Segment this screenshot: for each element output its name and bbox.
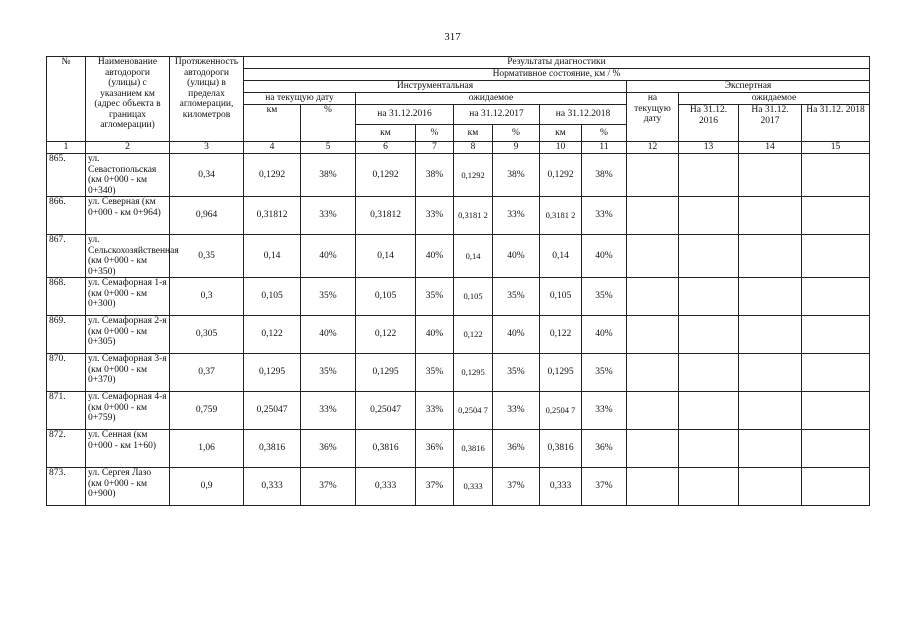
km-2017: 0,2504 7 xyxy=(454,392,493,430)
expert-empty-cell xyxy=(627,430,679,468)
column-number-1: 1 xyxy=(47,142,86,154)
pct-2016: 40% xyxy=(416,235,454,278)
expert-empty-cell xyxy=(802,392,870,430)
header-length: Протяженность автодороги (улицы) в пределах агломерации, километров xyxy=(170,57,244,142)
expert-empty-cell xyxy=(802,197,870,235)
expert-empty-cell xyxy=(627,468,679,506)
expert-empty-cell xyxy=(802,430,870,468)
road-length: 0,37 xyxy=(170,354,244,392)
expert-empty-cell xyxy=(627,354,679,392)
page-number: 317 xyxy=(444,31,461,43)
road-name: ул. Семафорная 2-я (км 0+000 - км 0+305) xyxy=(86,316,170,354)
header-instrumental: Инструментальная xyxy=(244,81,627,93)
km-2016: 0,1292 xyxy=(356,154,416,197)
row-number: 865. xyxy=(47,154,86,197)
expert-empty-cell xyxy=(802,154,870,197)
km-2017: 0,14 xyxy=(454,235,493,278)
pct-2017: 40% xyxy=(493,316,540,354)
pct-2017: 35% xyxy=(493,354,540,392)
expert-empty-cell xyxy=(679,316,739,354)
header-expert-expected: ожидаемое xyxy=(679,93,870,105)
expert-empty-cell xyxy=(679,197,739,235)
table-row xyxy=(47,316,870,354)
current-km: 0,1292 xyxy=(244,154,301,197)
km-2018: 0,3181 2 xyxy=(540,197,582,235)
header-expert-2018: На 31.12. 2018 xyxy=(802,105,870,142)
km-2017: 0,105 xyxy=(454,278,493,316)
road-length: 0,305 xyxy=(170,316,244,354)
expert-empty-cell xyxy=(679,354,739,392)
road-name: ул. Сергея Лазо (км 0+000 - км 0+900) xyxy=(86,468,170,506)
road-name: ул. Северная (км 0+000 - км 0+964) xyxy=(86,197,170,235)
km-2017: 0,3181 2 xyxy=(454,197,493,235)
current-pct: 40% xyxy=(301,316,356,354)
pct-2016: 40% xyxy=(416,316,454,354)
road-name: ул. Сельскохозяйственная (км 0+000 - км 0+350) xyxy=(86,235,170,278)
current-pct: 33% xyxy=(301,392,356,430)
km-2016: 0,1295 xyxy=(356,354,416,392)
column-number-row xyxy=(47,142,870,154)
table-body xyxy=(47,154,870,506)
km-2017: 0,333 xyxy=(454,468,493,506)
km-2016: 0,105 xyxy=(356,278,416,316)
column-number-8: 8 xyxy=(454,142,493,154)
row-number: 871. xyxy=(47,392,86,430)
pct-2016: 33% xyxy=(416,392,454,430)
pct-2017: 36% xyxy=(493,430,540,468)
header-normative: Нормативное состояние, км / % xyxy=(244,69,870,81)
km-2016: 0,31812 xyxy=(356,197,416,235)
expert-empty-cell xyxy=(739,235,802,278)
header-pct-2018: % xyxy=(582,125,627,142)
expert-empty-cell xyxy=(802,468,870,506)
km-2017: 0,3816 xyxy=(454,430,493,468)
km-2017: 0,1292 xyxy=(454,154,493,197)
table-row xyxy=(47,430,870,468)
road-name: ул. Семафорная 1-я (км 0+000 - км 0+300) xyxy=(86,278,170,316)
expert-empty-cell xyxy=(739,278,802,316)
pct-2016: 35% xyxy=(416,278,454,316)
column-number-15: 15 xyxy=(802,142,870,154)
header-expected: ожидаемое xyxy=(356,93,627,105)
current-km: 0,333 xyxy=(244,468,301,506)
current-pct: 37% xyxy=(301,468,356,506)
pct-2016: 36% xyxy=(416,430,454,468)
road-length: 0,964 xyxy=(170,197,244,235)
expert-empty-cell xyxy=(739,392,802,430)
header-km-2017: км xyxy=(454,125,493,142)
current-pct: 40% xyxy=(301,235,356,278)
table-row xyxy=(47,154,870,197)
expert-empty-cell xyxy=(679,278,739,316)
expert-empty-cell xyxy=(679,235,739,278)
header-name: Наименование автодороги (улицы) с указанием км (адрес объекта в границах агломерации) xyxy=(86,57,170,142)
column-number-12: 12 xyxy=(627,142,679,154)
row-number: 869. xyxy=(47,316,86,354)
pct-2017: 40% xyxy=(493,235,540,278)
pct-2016: 35% xyxy=(416,354,454,392)
table-row xyxy=(47,468,870,506)
km-2018: 0,1292 xyxy=(540,154,582,197)
column-number-3: 3 xyxy=(170,142,244,154)
km-2016: 0,25047 xyxy=(356,392,416,430)
header-pct-2016: % xyxy=(416,125,454,142)
expert-empty-cell xyxy=(802,354,870,392)
header-cur-pct: % xyxy=(301,105,356,142)
header-date-2017: на 31.12.2017 xyxy=(454,105,540,125)
current-km: 0,3816 xyxy=(244,430,301,468)
current-pct: 38% xyxy=(301,154,356,197)
header-date-2018: на 31.12.2018 xyxy=(540,105,627,125)
row-number: 873. xyxy=(47,468,86,506)
pct-2016: 38% xyxy=(416,154,454,197)
current-pct: 33% xyxy=(301,197,356,235)
pct-2018: 38% xyxy=(582,154,627,197)
table-row xyxy=(47,278,870,316)
pct-2017: 37% xyxy=(493,468,540,506)
pct-2017: 33% xyxy=(493,392,540,430)
km-2018: 0,3816 xyxy=(540,430,582,468)
pct-2018: 35% xyxy=(582,278,627,316)
road-length: 0,759 xyxy=(170,392,244,430)
expert-empty-cell xyxy=(739,354,802,392)
expert-empty-cell xyxy=(802,316,870,354)
column-number-14: 14 xyxy=(739,142,802,154)
row-number: 872. xyxy=(47,430,86,468)
current-km: 0,25047 xyxy=(244,392,301,430)
current-km: 0,122 xyxy=(244,316,301,354)
current-km: 0,14 xyxy=(244,235,301,278)
column-number-11: 11 xyxy=(582,142,627,154)
km-2016: 0,333 xyxy=(356,468,416,506)
expert-empty-cell xyxy=(679,392,739,430)
expert-empty-cell xyxy=(627,197,679,235)
road-name: ул. Севастопольская (км 0+000 - км 0+340) xyxy=(86,154,170,197)
km-2016: 0,14 xyxy=(356,235,416,278)
road-name: ул. Семафорная 4-я (км 0+000 - км 0+759) xyxy=(86,392,170,430)
road-length: 0,9 xyxy=(170,468,244,506)
table-row xyxy=(47,354,870,392)
row-number: 866. xyxy=(47,197,86,235)
pct-2016: 33% xyxy=(416,197,454,235)
km-2017: 0,122 xyxy=(454,316,493,354)
pct-2018: 35% xyxy=(582,354,627,392)
pct-2018: 33% xyxy=(582,197,627,235)
current-pct: 35% xyxy=(301,278,356,316)
expert-empty-cell xyxy=(739,316,802,354)
km-2018: 0,1295 xyxy=(540,354,582,392)
expert-empty-cell xyxy=(802,278,870,316)
current-km: 0,1295 xyxy=(244,354,301,392)
current-km: 0,105 xyxy=(244,278,301,316)
column-number-4: 4 xyxy=(244,142,301,154)
pct-2018: 40% xyxy=(582,235,627,278)
column-number-9: 9 xyxy=(493,142,540,154)
expert-empty-cell xyxy=(679,154,739,197)
header-no: № xyxy=(47,57,86,142)
column-number-2: 2 xyxy=(86,142,170,154)
expert-empty-cell xyxy=(739,468,802,506)
road-length: 0,35 xyxy=(170,235,244,278)
expert-empty-cell xyxy=(627,154,679,197)
expert-empty-cell xyxy=(739,430,802,468)
km-2016: 0,3816 xyxy=(356,430,416,468)
column-number-5: 5 xyxy=(301,142,356,154)
expert-empty-cell xyxy=(679,468,739,506)
pct-2018: 36% xyxy=(582,430,627,468)
km-2018: 0,14 xyxy=(540,235,582,278)
column-number-7: 7 xyxy=(416,142,454,154)
km-2018: 0,105 xyxy=(540,278,582,316)
header-expert: Экспертная xyxy=(627,81,870,93)
table-row xyxy=(47,392,870,430)
road-length: 0,3 xyxy=(170,278,244,316)
road-length: 0,34 xyxy=(170,154,244,197)
road-name: ул. Семафорная 3-я (км 0+000 - км 0+370) xyxy=(86,354,170,392)
expert-empty-cell xyxy=(627,278,679,316)
pct-2017: 35% xyxy=(493,278,540,316)
header-results: Результаты диагностики xyxy=(244,57,870,69)
table-row xyxy=(47,197,870,235)
header-expert-2016: На 31.12. 2016 xyxy=(679,105,739,142)
pct-2016: 37% xyxy=(416,468,454,506)
pct-2017: 33% xyxy=(493,197,540,235)
expert-empty-cell xyxy=(627,235,679,278)
km-2018: 0,333 xyxy=(540,468,582,506)
expert-empty-cell xyxy=(739,197,802,235)
header-pct-2017: % xyxy=(493,125,540,142)
km-2018: 0,2504 7 xyxy=(540,392,582,430)
pct-2018: 33% xyxy=(582,392,627,430)
column-number-6: 6 xyxy=(356,142,416,154)
pct-2018: 40% xyxy=(582,316,627,354)
header-expert-current: на текущую дату xyxy=(627,93,679,142)
km-2016: 0,122 xyxy=(356,316,416,354)
table-row xyxy=(47,235,870,278)
row-number: 868. xyxy=(47,278,86,316)
row-number: 867. xyxy=(47,235,86,278)
current-pct: 35% xyxy=(301,354,356,392)
header-km-2018: км xyxy=(540,125,582,142)
header-km-2016: км xyxy=(356,125,416,142)
km-2017: 0,1295 xyxy=(454,354,493,392)
pct-2017: 38% xyxy=(493,154,540,197)
column-number-10: 10 xyxy=(540,142,582,154)
table-header xyxy=(47,57,870,154)
header-expert-2017: На 31.12. 2017 xyxy=(739,105,802,142)
expert-empty-cell xyxy=(739,154,802,197)
header-current-date: на текущую дату xyxy=(244,93,356,105)
row-number: 870. xyxy=(47,354,86,392)
km-2018: 0,122 xyxy=(540,316,582,354)
current-km: 0,31812 xyxy=(244,197,301,235)
expert-empty-cell xyxy=(679,430,739,468)
expert-empty-cell xyxy=(627,316,679,354)
current-pct: 36% xyxy=(301,430,356,468)
diagnostics-table xyxy=(46,56,870,506)
pct-2018: 37% xyxy=(582,468,627,506)
header-cur-km: км xyxy=(244,105,301,142)
expert-empty-cell xyxy=(802,235,870,278)
column-number-13: 13 xyxy=(679,142,739,154)
road-name: ул. Сенная (км 0+000 - км 1+60) xyxy=(86,430,170,468)
header-date-2016: на 31.12.2016 xyxy=(356,105,454,125)
road-length: 1,06 xyxy=(170,430,244,468)
expert-empty-cell xyxy=(627,392,679,430)
